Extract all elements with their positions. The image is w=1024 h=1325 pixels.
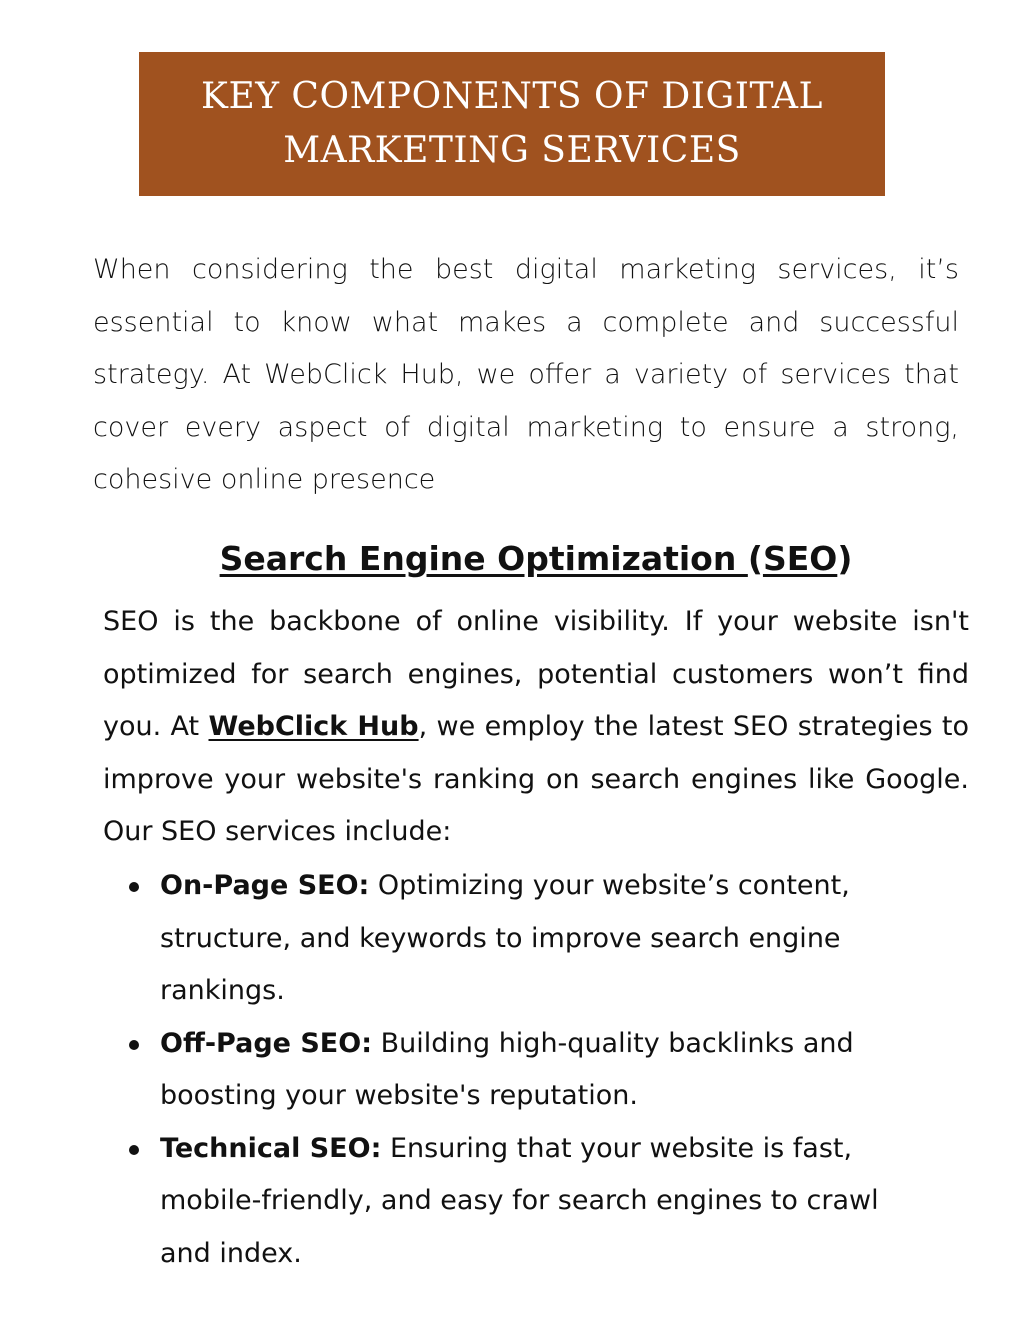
seo-services-list — [125, 860, 925, 1280]
seo-paragraph-after-link: , we employ the latest SEO strategies to improve your website's ranking on search engines like Google. Our SEO services include: — [103, 711, 969, 847]
seo-heading-open-paren: ( — [747, 539, 763, 578]
webclick-hub-link[interactable]: WebClick Hub — [208, 711, 419, 742]
page-title — [171, 70, 853, 178]
list-item-term: Off-Page SEO: — [160, 1027, 372, 1059]
seo-heading-close-paren: ) — [837, 539, 853, 578]
intro-paragraph: When considering the best digital marketing services, it’s essential to know what makes a complete and successful strategy. At WebClick Hub, we offer a variety of services that cover every aspect of digital marketing to ensure a strong, cohesive online presence — [93, 254, 959, 495]
list-item-term: On-Page SEO: — [160, 870, 370, 901]
bullet-dot-icon — [129, 882, 139, 892]
list-item — [125, 860, 925, 1018]
bullet-dot-icon — [129, 1145, 139, 1155]
seo-paragraph-before-link: SEO is the backbone of online visibility. If your website isn't optimized for search engines, potential customers won’t find you. At — [103, 606, 969, 742]
seo-paragraph — [103, 596, 969, 859]
list-item — [125, 1123, 925, 1281]
list-item — [125, 1018, 925, 1123]
page-title-line-1: KEY COMPONENTS OF DIGITAL — [201, 76, 823, 117]
bullet-dot-icon — [129, 1040, 139, 1050]
seo-heading — [0, 532, 1024, 586]
list-item-desc: Building high-quality backlinks and boosting your website's reputation. — [160, 1027, 854, 1111]
seo-heading-abbr: SEO — [762, 539, 838, 578]
title-banner — [139, 52, 885, 196]
seo-heading-main: Search Engine Optimization — [219, 539, 748, 578]
page-title-line-2: MARKETING SERVICES — [283, 130, 741, 171]
list-item-desc: Ensuring that your website is fast, mobile-friendly, and easy for search engines to crawl and index. — [160, 1132, 879, 1269]
list-item-desc: Optimizing your website’s content, structure, and keywords to improve search engine rankings. — [160, 870, 850, 1006]
list-item-term: Technical SEO: — [160, 1132, 382, 1164]
